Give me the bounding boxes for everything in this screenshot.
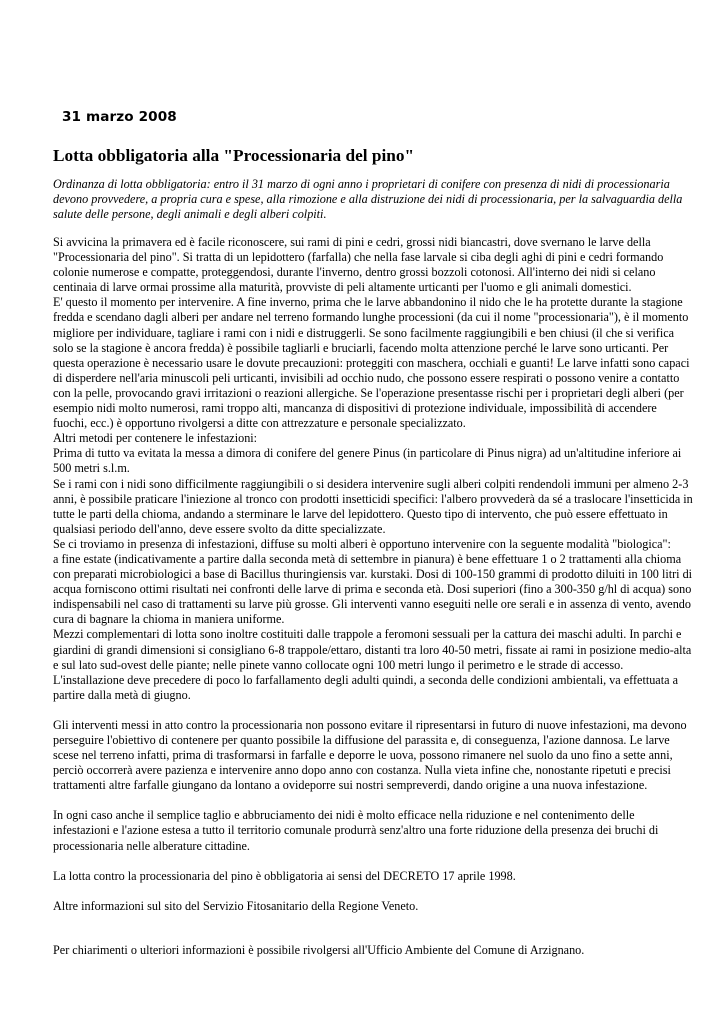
paragraph-spacer [53, 914, 693, 943]
body-paragraph: Prima di tutto va evitata la messa a dimora di conifere del genere Pinus (in particolare di Pinus nigra) ad un'altitudine inferiore ai 500 metri s.l.m. [53, 446, 682, 476]
article-body [53, 235, 693, 958]
body-paragraph: Si avvicina la primavera ed è facile riconoscere, sui rami di pini e cedri, grossi nidi biancastri, dove svernano le larve della "Processionaria del pino". Si tratta di un lepidottero (farfalla) che nella fase larvale si ciba degli aghi di pini e cedri formando colonie numerose e compatte, proteggendosi, durante l'inverno, dentro grossi bozzoli cotonosi. All'interno dei nidi si celano centinaia di larve ormai prossime alla maturità, provviste di peli altamente urticanti per l'uomo e gli animali domestici. [53, 235, 664, 295]
body-paragraph: Se ci troviamo in presenza di infestazioni, diffuse su molti alberi è opportuno intervenire con la seguente modalità "biologica": [53, 536, 671, 551]
paragraph-spacer [53, 854, 693, 869]
body-paragraph: Se i rami con i nidi sono difficilmente raggiungibili o si desidera intervenire sugli alberi colpiti rendendoli immuni per almeno 2-3 anni, è possibile praticare l'iniezione al tronco con prodotti insetticidi specifici: l'albero provvederà da sé a traslocare l'insetticida in tutte le parti della chioma, andando a sterminare le larve del lepidottero. Questo tipo di intervento, che può essere effettuato in qualsiasi periodo dell'anno, deve essere svolto da ditte specializzate. [53, 476, 693, 536]
legal-reference: La lotta contro la processionaria del pino è obbligatoria ai sensi del DECRETO 17 aprile 1998. [53, 868, 516, 883]
body-paragraph: Altri metodi per contenere le infestazioni: [53, 431, 258, 446]
article-intro: Ordinanza di lotta obbligatoria: entro il 31 marzo di ogni anno i proprietari di conifere con presenza di nidi di processionaria devono provvedere, a propria cura e spese, alla rimozione e alla distruzione dei nidi di processionaria, per la salvaguardia della salute delle persone, degli animali e degli alberi colpiti. [53, 177, 683, 222]
contact-line: Per chiarimenti o ulteriori informazioni è possibile rivolgersi all'Ufficio Ambiente del Comune di Arzignano. [53, 942, 585, 957]
body-paragraph: Gli interventi messi in atto contro la processionaria non possono evitare il ripresentarsi in futuro di nuove infestazioni, ma devono perseguire l'obiettivo di contenere per quanto possibile la diffusione del parassita e, di conseguenza, l'azione dannosa. Le larve scese nel terreno infatti, prima di trasformarsi in farfalle e deporre le uova, possono rimanere nel suolo da uno fino a sette anni, perciò occorrerà avere pazienza e intervenire anno dopo anno con costanza. Nulla vieta infine che, nonostante ripetuti e precisi trattamenti altre farfalle giungano da lontano a ovideporre sui nostri sempreverdi, dando origine a una nuova infestazione. [53, 717, 687, 793]
body-paragraph: E' questo il momento per intervenire. A fine inverno, prima che le larve abbandonino il nido che le ha protette durante la stagione fredda e scendano dagli alberi per andare nel terreno formando lunghe processioni (da cui il nome "processionaria"), è il momento migliore per individuare, tagliare i rami con i nidi e distruggerli. Se sono facilmente raggiungibili e ben chiusi (il che si verifica solo se la stagione è ancora fredda) è possibile tagliarli e bruciarli, facendo molta attenzione perché le larve sono urticanti. Per questa operazione è necessario usare le dovute precauzioni: proteggiti con maschera, occhiali e guanti! Le larve infatti sono capaci di disperdere nell'aria minuscoli peli urticanti, invisibili ad occhio nudo, che possono essere respirati o possono venire a contatto con la pelle, provocando gravi irritazioni o reazioni allergiche. Se l'operazione presentasse rischi per i proprietari degli alberi (per esempio nidi molto numerosi, rami troppo alti, mancanza di dispositivi di protezione individuale, impossibilità di accendere fuochi, ecc.) è opportuno rivolgersi a ditte con attrezzature e personale specializzato. [53, 295, 690, 431]
body-paragraph: L'installazione deve precedere di poco lo farfallamento degli adulti quindi, a seconda delle condizioni ambientali, va effettuata a partire dalla metà di giugno. [53, 672, 678, 702]
paragraph-spacer [53, 703, 693, 718]
paragraph-spacer [53, 793, 693, 808]
body-paragraph: a fine estate (indicativamente a partire dalla seconda metà di settembre in pianura) è bene effettuare 1 o 2 trattamenti alla chioma con preparati microbiologici a base di Bacillus thuringiensis var. kurstaki. Dosi di 100-150 grammi di prodotto diluiti in 100 litri di acqua forniscono ottimi risultati nei confronti delle larve di prima e seconda età. Dosi superiori (fino a 300-350 g/hl di acqua) sono indispensabili nel caso di trattamenti su larve più grosse. Gli interventi vanno eseguiti nelle ore serali e in assenza di vento, avendo cura di bagnare la chioma in maniera uniforme. [53, 551, 693, 627]
body-paragraph: Mezzi complementari di lotta sono inoltre costituiti dalle trappole a feromoni sessuali per la cattura dei maschi adulti. In parchi e giardini di grandi dimensioni si consigliano 6-8 trappole/ettaro, distanti tra loro 40-50 metri, fissate ai rami in posizione medio-alta e sul lato sud-ovest delle piante; nelle pinete vanno collocate ogni 100 metri lungo il perimetro e le strade di accesso. [53, 627, 692, 672]
more-info-line: Altre informazioni sul sito del Servizio Fitosanitario della Regione Veneto. [53, 898, 419, 913]
publication-date: 31 marzo 2008 [62, 109, 177, 125]
article-title: Lotta obbligatoria alla "Processionaria del pino" [53, 146, 415, 165]
paragraph-spacer [53, 884, 693, 899]
body-paragraph: In ogni caso anche il semplice taglio e abbruciamento dei nidi è molto efficace nella riduzione e nel contenimento delle infestazioni e l'azione estesa a tutto il territorio comunale produrrà senz'altro una forte riduzione della presenza dei bruchi di processionaria nelle alberature cittadine. [53, 808, 659, 853]
